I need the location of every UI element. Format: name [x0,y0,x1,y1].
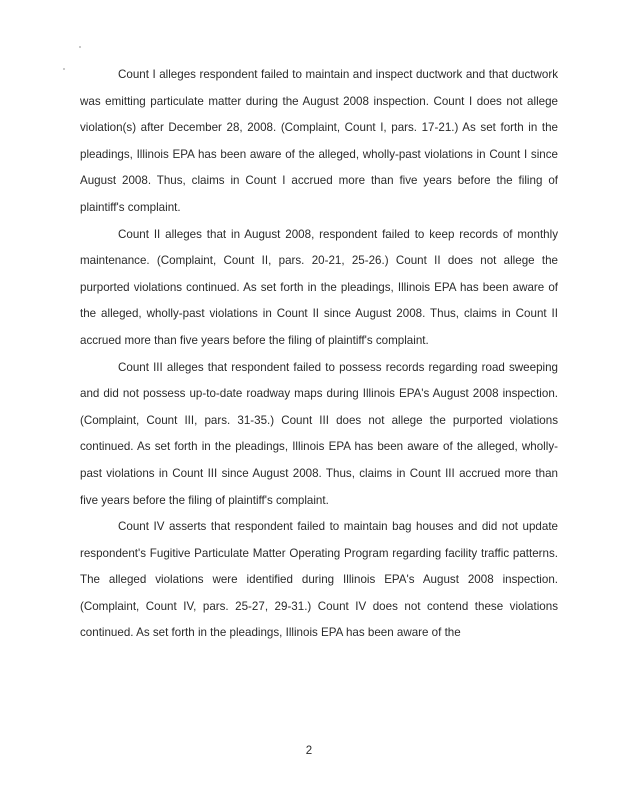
page-number: 2 [305,745,313,757]
paragraph-count-2: Count II alleges that in August 2008, respondent failed to keep records of monthly maintenance. (Complaint, Count II, pars. 20-21, 25-26.) Count II does not allege the purported violations continued. As set forth in the pleadings, Illinois EPA has been aware of the alleged, wholly-past violations in Count II since August 2008. Thus, claims in Count II accrued more than five years before the filing of plaintiff's complaint. [80,227,558,347]
document-body [80,62,558,647]
scan-speck [63,68,65,70]
paragraph-count-3: Count III alleges that respondent failed to possess records regarding road sweeping and did not possess up-to-date roadway maps during Illinois EPA's August 2008 inspection. (Complaint, Count III, pars. 31-35.) Count III does not allege the purported violations continued. As set forth in the pleadings, Illinois EPA has been aware of the alleged, wholly-past violations in Count III since August 2008. Thus, claims in Count III accrued more than five years before the filing of plaintiff's complaint. [80,360,558,507]
scan-speck [79,46,81,48]
paragraph-count-1: Count I alleges respondent failed to maintain and inspect ductwork and that ductwork was emitting particulate matter during the August 2008 inspection. Count I does not allege violation(s) after December 28, 2008. (Complaint, Count I, pars. 17-21.) As set forth in the pleadings, Illinois EPA has been aware of the alleged, wholly-past violations in Count I since August 2008. Thus, claims in Count I accrued more than five years before the filing of plaintiff's complaint. [80,68,558,214]
paragraph-count-4: Count IV asserts that respondent failed to maintain bag houses and did not update respondent's Fugitive Particulate Matter Operating Program regarding facility traffic patterns. The alleged violations were identified during Illinois EPA's August 2008 inspection. (Complaint, Count IV, pars. 25-27, 29-31.) Count IV does not contend these violations continued. As set forth in the pleadings, Illinois EPA has been aware of the [80,520,558,640]
